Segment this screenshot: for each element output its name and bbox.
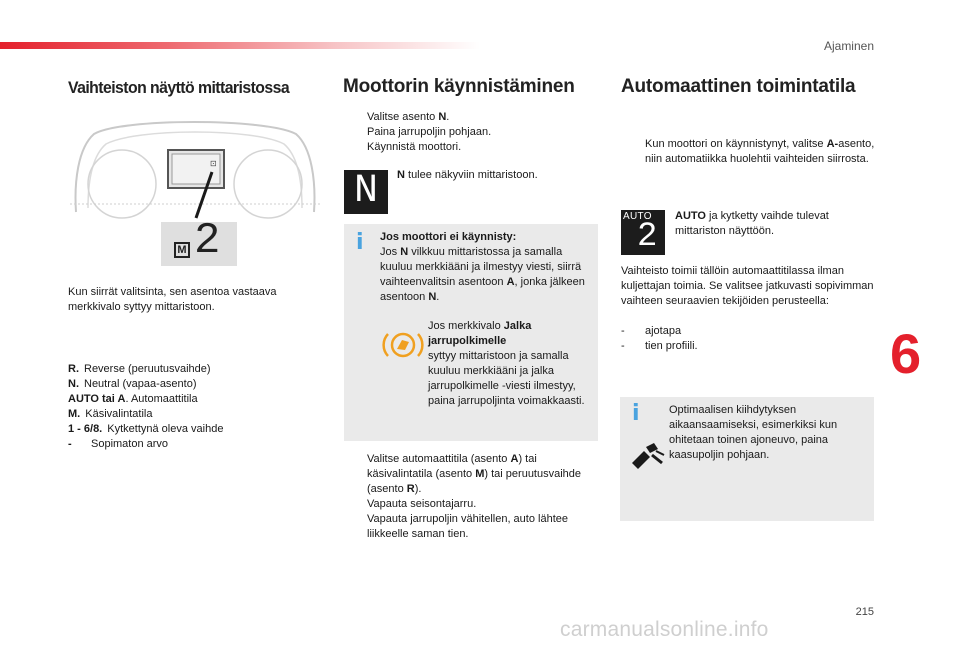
watermark: carmanualsonline.info [560,618,769,641]
info-box-acceleration-text: Optimaalisen kiihdytyksen aikaansaamiseksi, esimerkiksi kun ohitetaan toinen ajoneuvo, paina kaasupoljin pohjaan. [669,404,838,461]
chapter-title: Ajaminen [823,39,874,53]
accelerator-pedal-icon [628,441,666,471]
auto-display-note: AUTO ja kytketty vaihde tulevat mittariston näyttöön. [675,210,829,237]
legend-item: R. Reverse (peruutusvaihde) [68,363,211,375]
gear-display-description: Kun siirrät valitsinta, sen asentoa vastaava merkkivalo syttyy mittaristoon. [68,286,277,313]
info-box-text: Jos moottori ei käynnisty: Jos N vilkkuu mittaristossa ja samalla kuuluu merkkiääni ja ilmestyy viesti, siirrä vaihteenvalitsin asentoon A, jonka jälkeen asentoon N. [380,231,585,303]
display-gear-digit: 2 [194,216,221,266]
engine-start-steps [343,110,593,155]
automatic-mode-paragraph: Vaihteisto toimii tällöin automaattitilassa ilman kuljettajan toimia. Se valitsee jatkuvasti sopivimman vaihteen seuraavien tekijöiden perusteella: [621,265,874,307]
section-title-gear-display: Vaihteiston näyttö mittaristossa [68,78,290,97]
auto-display-label: AUTO [623,211,652,222]
automatic-mode-step [621,137,877,167]
brake-warning-text-part2: syttyy mittaristoon ja samalla kuuluu merkkiääni ja jalka jarrupolkimelle -viesti ilmestyy, paina jarrupoljinta voimakkaasti. [428,350,585,407]
list-item: Valitse automaattitila (asento A) tai käsivalintatila (asento M) tai peruutusvaihde (asento R). [367,453,582,495]
list-item: - tien profiili. [621,340,698,352]
section-title-automatic-mode: Automaattinen toimintatila [621,76,856,97]
info-icon: i [632,401,640,426]
legend-item: 1 - 6/8. Kytkettynä oleva vaihde [68,423,224,435]
brake-warning-text-part1: Jos merkkivalo Jalka jarrupolkimelle [428,320,532,347]
list-item: Vapauta jarrupoljin vähitellen, auto lähtee liikkeelle saman tien. [367,513,568,540]
list-item: - ajotapa [621,325,682,337]
list-item: Vapauta seisontajarru. [367,498,477,510]
chapter-number-badge: 6 [890,322,922,385]
automatic-mode-factors [621,324,877,354]
auto-display-gear: 2 [637,218,658,256]
gear-display-box [161,216,237,266]
legend-item: - Sopimaton arvo [68,438,169,450]
list-item: Kun moottori on käynnistynyt, valitse A-asento, niin automatiikka huolehtii vaihteiden siirrosta. [645,138,875,165]
legend-item: N. Neutral (vapaa-asento) [68,378,197,390]
n-display-icon: N [344,170,388,214]
svg-text:⊡: ⊡ [210,159,217,168]
page-number: 215 [855,606,874,618]
engine-start-steps-2 [343,452,593,542]
info-icon: i [356,230,364,255]
display-mode-indicator: M [174,242,190,258]
n-display-note: N tulee näkyviin mittaristoon. [397,169,538,181]
auto-display-icon [621,210,665,255]
header-color-bar [0,42,480,49]
gear-legend-list [68,362,318,452]
list-item: Paina jarrupoljin pohjaan. [367,126,492,138]
legend-item: AUTO tai A . Automaattitila [68,393,198,405]
instrument-cluster-illustration [66,112,324,222]
info-box-engine-not-starting [344,224,598,441]
legend-item: M. Käsivalintatila [68,408,153,420]
list-item: Valitse asento N. [367,111,450,123]
list-item: Käynnistä moottori. [367,141,462,153]
section-title-engine-start: Moottorin käynnistäminen [343,76,575,97]
info-box-acceleration [620,397,874,521]
